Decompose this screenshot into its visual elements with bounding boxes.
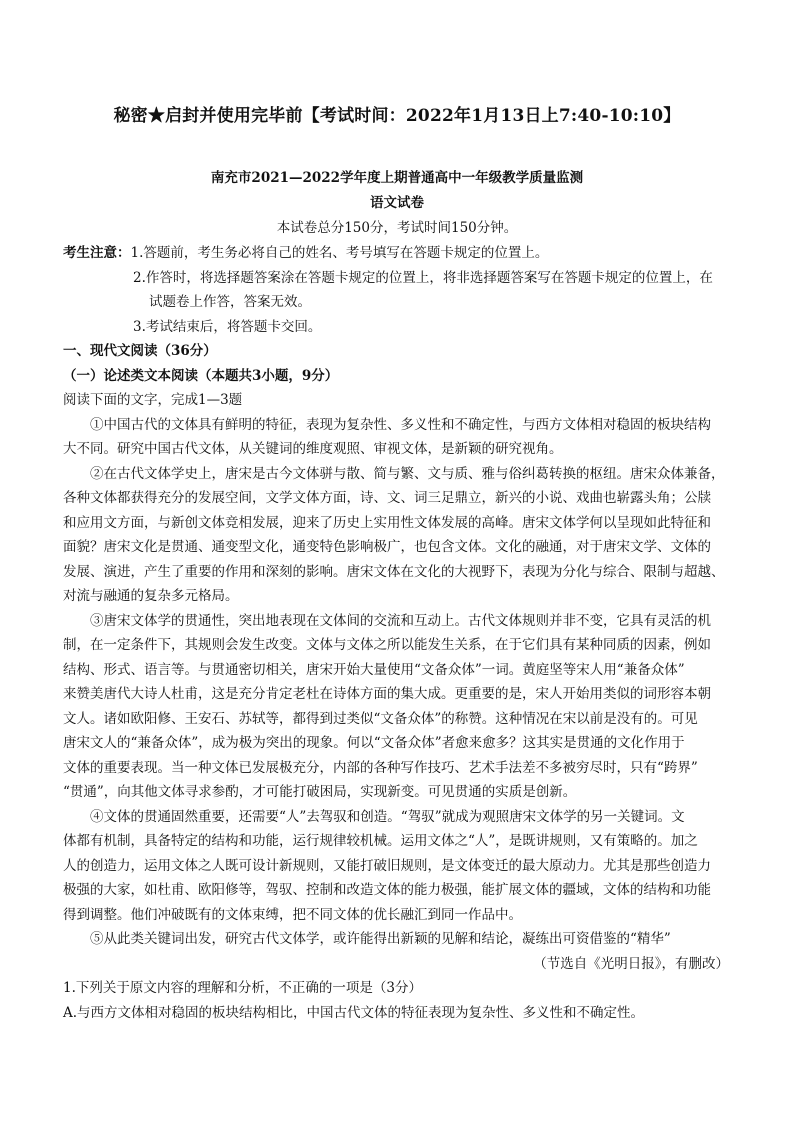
subject-title: 语文试卷 — [370, 195, 424, 211]
paragraph-2 — [63, 462, 743, 609]
paragraph-5 — [63, 927, 743, 952]
paragraph-line: 体都有机制，具备特定的结构和功能，运行规律较机械。运用文体之“人”，是既讲规则，又有策略的。加之 — [63, 833, 698, 849]
paragraph-line: 大不同。研究中国古代文体，从关键词的维度观照、审视文体，是新颖的研究视角。 — [63, 441, 563, 457]
notice-item-2a: 2.作答时，将选择题答案涂在答题卡规定的位置上，将非选择题答案写在答题卡规定的位置上，在 — [133, 269, 713, 286]
paragraph-line: ⑤从此类关键词出发，研究古代文体学，或许能得出新颖的见解和结论，凝练出可资借鉴的“精华” — [90, 931, 671, 947]
paragraph-line: 唐宋文人的“兼备众体”，成为极为突出的现象。何以“文备众体”者愈来愈多？这其实是贯通的文化作用于 — [63, 735, 685, 751]
notice-row-1 — [63, 241, 743, 266]
reading-section — [63, 339, 743, 1025]
paragraph-1 — [63, 413, 743, 462]
paragraph-line: 结构、形式、语言等。与贯通密切相关，唐宋开始大量使用“文备众体”一词。黄庭坚等宋人用“兼备众体” — [63, 661, 685, 678]
paragraph-line: 得到调整。他们冲破既有的文体束缚，把不同文体的优长融汇到同一作品中。 — [63, 906, 522, 923]
source-note: （节选自《光明日报》，有删改） — [533, 955, 729, 972]
exam-info: 本试卷总分150分，考试时间150分钟。 — [276, 220, 518, 236]
question-1: 1.下列关于原文内容的理解和分析，不正确的一项是（3分） — [63, 980, 422, 996]
section-heading: 一、现代文阅读（36分） — [63, 343, 217, 359]
paragraph-line: ④文体的贯通固然重要，还需要“人”去驾驭和创造。“驾驭”就成为观照唐宋文体学的另一关键词。文 — [90, 808, 685, 825]
subsection-heading: （一）论述类文本阅读（本题共3小题，9分） — [63, 367, 339, 384]
paragraph-line: 各种文体都获得充分的发展空间，文学文体方面，诗、文、词三足鼎立，新兴的小说、戏曲也崭露头角；公牍 — [63, 490, 711, 506]
paragraph-line: ③唐宋文体学的贯通性，突出地表现在文体间的交流和互动上。古代文体规则并非不变，它具有灵活的机 — [90, 612, 711, 629]
notice-item-1: 1.答题前，考生务必将自己的姓名、考号填写在答题卡规定的位置上。 — [130, 245, 549, 261]
paragraph-line: 面貌？唐宋文化是贯通、通变型文化，通变特色影响极广，也包含文体。文化的融通，对于唐宋文学、文体的 — [63, 539, 711, 555]
paragraph-line: 人的创造力，运用文体之人既可设计新规则，又能打破旧规则，是文体变迁的最大原动力。尤其是那些创造力 — [63, 857, 711, 874]
paragraph-line: 发展、演进，产生了重要的作用和深刻的影响。唐宋文体在文化的大视野下，表现为分化与综合、限制与超越、 — [63, 563, 725, 580]
paragraph-line: 极强的大家，如杜甫、欧阳修等，驾驭、控制和改造文体的能力极强，能扩展文体的疆域，文体的结构和功能 — [63, 882, 711, 898]
notice-label: 考生注意： — [63, 245, 131, 261]
paragraph-line: ①中国古代的文体具有鲜明的特征，表现为复杂性、多义性和不确定性，与西方文体相对稳固的板块结构 — [90, 416, 711, 433]
paragraph-3 — [63, 609, 743, 805]
paragraph-line: 和应用文方面，与新创文体竞相发展，迎来了历史上实用性文体发展的高峰。唐宋文体学何以呈现如此特征和 — [63, 514, 711, 531]
exam-title: 南充市2021—2022学年度上期普通高中一年级教学质量监测 — [210, 170, 584, 186]
reading-instruction: 阅读下面的文字，完成1—3题 — [63, 392, 243, 408]
paragraph-line: 来赞美唐代大诗人杜甫，这是充分肯定老杜在诗体方面的集大成。更重要的是，宋人开始用类似的词形容本朝 — [63, 686, 711, 702]
paragraph-4 — [63, 805, 743, 928]
paragraph-line: “贯通”，向其他文体寻求参酌，才可能打破困局，实现新变。可见贯通的实质是创新。 — [63, 784, 577, 800]
candidate-notice — [63, 241, 743, 339]
paragraph-line: 文体的重要表现。当一种文体已发展极充分，内部的各种写作技巧、艺术手法差不多被穷尽时，只有“跨界” — [63, 759, 698, 776]
paragraph-line: 制，在一定条件下，其规则会发生改变。文体与文体之所以能发生关系，在于它们具有某种同质的因素，例如 — [63, 637, 711, 653]
question-1-option-a: A.与西方文体相对稳固的板块结构相比，中国古代文体的特征表现为复杂性、多义性和不确定性。 — [63, 1004, 645, 1021]
paragraph-line: 对流与融通的复杂多元格局。 — [63, 588, 239, 604]
paragraph-line: 文人。诸如欧阳修、王安石、苏轼等，都得到过类似“文备众体”的称赞。这种情况在宋以前是没有的。可见 — [63, 710, 698, 727]
paragraph-line: ②在古代文体学史上，唐宋是古今文体骈与散、简与繁、文与质、雅与俗纠葛转换的枢纽。唐宋众体兼备， — [90, 465, 725, 482]
notice-item-2b: 试题卷上作答，答案无效。 — [149, 294, 311, 310]
notice-item-3: 3.考试结束后，将答题卡交回。 — [133, 318, 322, 335]
confidential-banner: 秘密★启封并使用完毕前【考试时间：2022年1月13日上7:40-10:10】 — [113, 106, 681, 126]
